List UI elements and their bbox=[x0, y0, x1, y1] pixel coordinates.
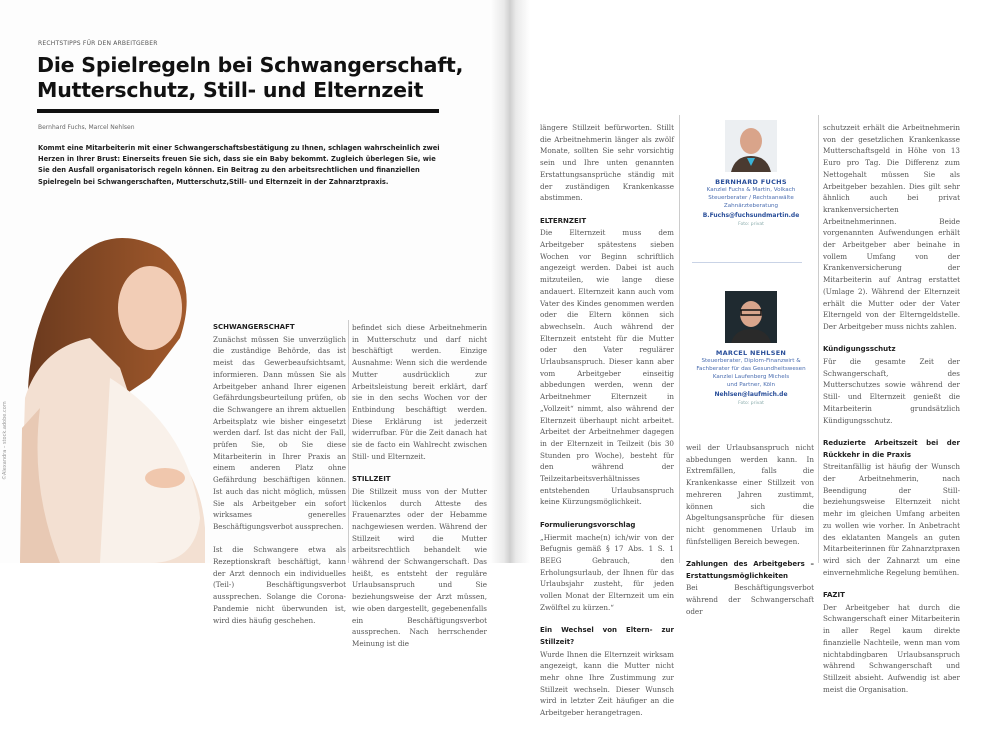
author-box-fuchs bbox=[685, 120, 817, 227]
paragraph: Streitanfällig ist häufig der Wunsch der Arbeitnehmerin, nach Beendigung der Still- beziehungsweise Elternzeit nicht mehr im gleichen Umfang arbeiten zu wollen wie vorher. In Anbetracht des eklatanten Mangels an guten Mitarbeiterinnen für Zahnarztpraxen wird sich der Zahnarzt um eine einvernehmliche Regelung bemühen. bbox=[823, 462, 960, 577]
column-divider bbox=[818, 115, 819, 563]
paragraph: befindet sich diese Arbeitnehmerin in Mutterschutz und darf nicht beschäftigt werden. Einzige Ausnahme: Wenn sich die werdende Mutter ausdrücklich zur Arbeitsleistung bereit erklärt, darf sie in den sechs Wochen vor der Entbindung beschäftigt werden. Diese Erklärung ist jederzeit widerrufbar. Für die Zeit danach hat sie de facto ein Wahlrecht zwischen Still- und Elternzeit. bbox=[352, 323, 487, 461]
column-divider bbox=[679, 115, 680, 563]
author-name: MARCEL NEHLSEN bbox=[715, 349, 787, 357]
author-name: BERNHARD FUCHS bbox=[715, 178, 787, 186]
column-3 bbox=[540, 122, 674, 731]
author-box-nehlsen bbox=[685, 291, 817, 406]
article-title: Die Spielregeln bei Schwangerschaft, Mutterschutz, Still- und Elternzeit bbox=[37, 53, 464, 102]
author-detail: Fachberater für das Gesundheitswesen bbox=[696, 366, 806, 372]
paragraph: Bei Beschäftigungsverbot während der Schwangerschaft oder bbox=[686, 583, 814, 616]
paragraph: Ist die Schwangere etwa als Rezeptionskraft beschäftigt, kann der Arzt dennoch ein individuelles (Teil-) Beschäftigungsverbot aussprechen. Solange die Corona-Pandemie nicht überwunden ist, wird dies häufig geschehen. bbox=[213, 545, 346, 625]
column-2 bbox=[352, 322, 487, 661]
author-email[interactable]: Nehlsen@laufmich.de bbox=[714, 391, 788, 398]
section-heading: Ein Wechsel von Eltern- zur Stillzeit? bbox=[540, 626, 674, 646]
section-heading: Reduzierte Arbeitszeit bei der Rückkehr in die Praxis bbox=[823, 438, 960, 459]
section-heading: FAZIT bbox=[823, 591, 845, 600]
pregnant-woman-photo bbox=[0, 228, 210, 563]
author-detail: und Partner, Köln bbox=[726, 382, 776, 388]
paragraph: weil der Urlaubsanspruch nicht abbedungen werden kann. In Extremfällen, falls die Krankenkasse einer Stillzeit von mehreren Jahren zustimmt, können sich die Abgeltungsansprüche für diesen nicht genommenen Urlaub im fünfstelligen Bereich bewegen. bbox=[686, 443, 814, 546]
section-heading: SCHWANGERSCHAFT bbox=[213, 323, 295, 331]
column-1 bbox=[213, 322, 346, 638]
author-email[interactable]: B.Fuchs@fuchsundmartin.de bbox=[702, 212, 800, 219]
paragraph: Die Elternzeit muss dem Arbeitgeber spätestens sieben Wochen vor Beginn schriftlich angezeigt werden. Dabei ist auch mitzuteilen, wie lange diese andauert. Elternzeit kann auch vom Vater des Kindes genommen werden oder die Eltern können sich abwechseln. Auch während der Elternzeit entsteht für die Mutter oder den Vater regulärer Urlaubsanspruch. Dieser kann aber vom Arbeitgeber einseitig abbedungen werden, wenn der Arbeitnehmer Elternzeit in „Vollzeit“ nimmt, also während der Elternzeit überhaupt nicht arbeitet. Arbeitet der Arbeitnehmer dagegen in der Elternzeit in Teilzeit (bis 30 Stunden pro Woche), besteht für den während der Teilzeitarbeitsverhältnisses entstehenden Urlaubsanspruch keine Kürzungsmöglichkeit. bbox=[540, 228, 674, 507]
section-heading: Zahlungen des Arbeitgebers – Erstattungsmöglichkeiten bbox=[686, 560, 814, 580]
paragraph: „Hiermit mache(n) ich/wir von der Befugnis gemäß § 17 Abs. 1 S. 1 BEEG Gebrauch, den Erholungsurlaub, der Ihnen für das Urlaubsjahr zusteht, für jeden vollen Monat der Elternzeit um ein Zwölftel zu kürzen.“ bbox=[540, 532, 674, 612]
kicker: RECHTSTIPPS FÜR DEN ARBEITGEBER bbox=[38, 40, 158, 47]
author-detail: Kanzlei Fuchs & Martin, Volkach bbox=[706, 187, 796, 193]
section-heading: Formulierungsvorschlag bbox=[540, 520, 636, 529]
paragraph: Der Arbeitgeber hat durch die Schwangerschaft einer Mitarbeiterin in aller Regel kaum direkte finanzielle Nachteile, wenn man vom nichtabdingbaren Urlaubsanspruch während Schwangerschaft und Stillzeit absieht. Aufwendig ist aber meist die Organisation. bbox=[823, 602, 960, 694]
column-5 bbox=[823, 122, 960, 707]
lead-paragraph: Kommt eine Mitarbeiterin mit einer Schwangerschaftsbestätigung zu Ihnen, schlagen wahrscheinlich zwei Herzen in Ihrer Brust: Einerseits freuen Sie sich, dass sie ein Baby bekommt. Zugleich überlegen Sie, wie Sie den Ausfall organisatorisch regeln können. Ein Beitrag zu den arbeitsrechtlichen und finanziellen Spielregeln bei Schwangerschaften, Mutterschutz,Still- und Elternzeit in der Zahnarztpraxis. bbox=[38, 144, 440, 186]
box-separator bbox=[692, 262, 802, 263]
paragraph: schutzzeit erhält die Arbeitnehmerin von der gesetzlichen Krankenkasse Mutterschaftsgeld in Höhe von 13 Euro pro Tag. Die Differenz zum Nettogehalt müssen Sie als Arbeitgeber bezahlen. Dies gilt sehr ähnlich auch bei privat krankenversicherten Arbeitnehmerinnen. Beide vorgenannten Aufwendungen erhält der Arbeitgeber aber beinahe in vollem Umfang von der Krankenversicherung der Mitarbeiterin auf Antrag erstattet (Umlage 2). Während der Elternzeit erhält die Mutter oder der Vater Elterngeld von der Elterngeldstelle. Der Arbeitgeber muss nichts zahlen. bbox=[823, 123, 960, 331]
column-4-bottom bbox=[686, 442, 814, 629]
paragraph: längere Stillzeit befürworten. Stillt die Arbeitnehmerin länger als zwölf Monate, sollten Sie sehr vorsichtig sein und Ihre unten genannten Erstattungsansprüche ständig mit der zuständigen Krankenkasse abstimmen. bbox=[540, 123, 674, 203]
section-heading: Kündigungsschutz bbox=[823, 345, 896, 354]
section-heading: STILLZEIT bbox=[352, 475, 391, 484]
left-page bbox=[0, 0, 505, 648]
author-detail: Steuerberater, Diplom-Finanzwirt & bbox=[701, 358, 801, 364]
paragraph: Für die gesamte Zeit der Schwangerschaft, des Mutterschutzes sowie während der Still- und Elternzeit genießt die Mitarbeiterin grundsätzlich Kündigungsschutz. bbox=[823, 357, 960, 425]
photo-credit: Foto: privat bbox=[738, 222, 764, 227]
avatar bbox=[725, 291, 777, 343]
photo-credit: ©Alexandra – stock.adobe.com bbox=[2, 401, 8, 480]
author-detail: Zahnärzteberatung bbox=[723, 203, 779, 209]
paragraph: Zunächst müssen Sie unverzüglich die zuständige Behörde, das ist meist das Gewerbeaufsichtsamt, informieren. Dann müssen Sie als Arbeitgeber anhand Ihrer eigenen Gefährdungsbeurteilung prüfen, ob die Schwangere an ihrem aktuellen Arbeitsplatz wie bisher eingesetzt werden darf. Ist das nicht der Fall, prüfen Sie, ob Sie diese Mitarbeiterin in Ihrer Praxis an einem anderen Platz ohne Gefährdung beschäftigen können. Ist auch das nicht möglich, müssen Sie als Arbeitgeber ein sofort wirksames generelles Beschäftigungsverbot aussprechen. bbox=[213, 334, 346, 531]
byline: Bernhard Fuchs, Marcel Nehlsen bbox=[38, 124, 135, 131]
paragraph: Die Stillzeit muss von der Mutter lückenlos durch Atteste des Frauenarztes oder der Hebamme nachgewiesen werden. Während der Stillzeit wird die Mutter arbeitsrechtlich behandelt wie während der Schwangerschaft. Das heißt, es entsteht der reguläre Urlaubsanspruch und Sie beziehungsweise der Arzt müssen, wie oben dargestellt, gegebenenfalls ein Beschäftigungsverbot aussprechen. Nach herrschender Meinung ist die bbox=[352, 486, 487, 648]
page-gutter bbox=[490, 0, 530, 563]
column-divider bbox=[348, 320, 349, 563]
section-heading: ELTERNZEIT bbox=[540, 216, 587, 225]
photo-credit: Foto: privat bbox=[738, 401, 764, 406]
author-detail: Steuerberater / Rechtsanwälte bbox=[708, 195, 794, 201]
avatar bbox=[725, 120, 777, 172]
paragraph: Wurde Ihnen die Elternzeit wirksam angezeigt, kann die Mutter nicht mehr ohne Ihre Zustimmung zur Stillzeit wechseln. Dieser Wunsch wird in letzter Zeit häufiger an die Arbeitgeber herangetragen. bbox=[540, 649, 674, 718]
author-detail: Kanzlei Laufenberg Michels bbox=[712, 374, 790, 380]
title-rule bbox=[37, 109, 439, 113]
